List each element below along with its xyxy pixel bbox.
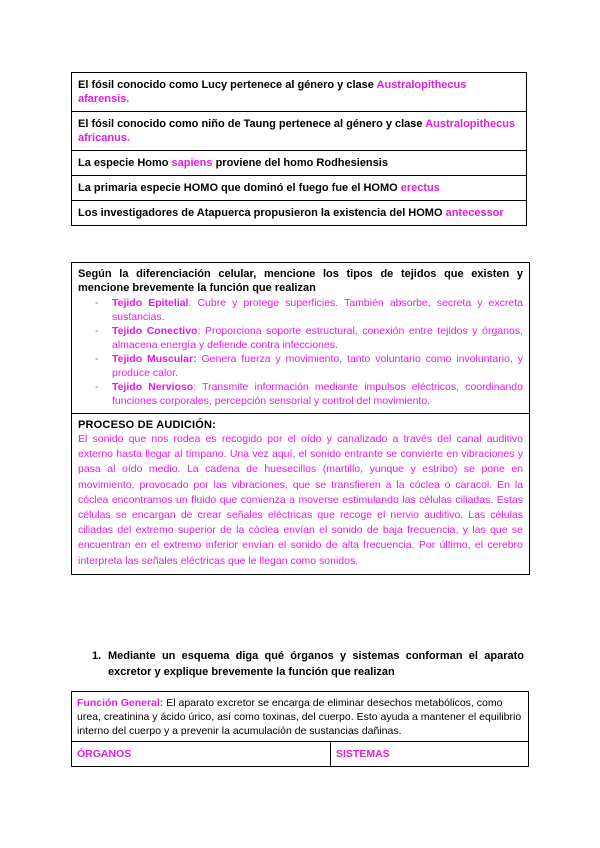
fossil-question: La primaria especie HOMO que dominó el fuego fue el HOMO bbox=[78, 182, 401, 194]
tissue-colon: : bbox=[197, 325, 201, 337]
tissues-cell bbox=[72, 263, 529, 414]
dash-bullet: - bbox=[95, 381, 99, 393]
tissue-name: Tejido Nervioso bbox=[112, 381, 194, 393]
fossil-question: El fósil conocido como niño de Taung pertenece al género y clase bbox=[78, 118, 426, 130]
hearing-cell bbox=[72, 414, 529, 575]
tissues-hearing-table bbox=[71, 262, 530, 575]
question-number: 1. bbox=[92, 650, 102, 662]
column-systems: SISTEMAS bbox=[336, 748, 390, 760]
table-header-row bbox=[72, 742, 528, 766]
tissues-question: Según la diferenciación celular, mencione los tipos de tejidos que existen y mencione brevemente la función que realizan bbox=[78, 268, 523, 294]
general-function-text: El aparato excretor se encarga de eliminar desechos metabólicos, como urea, creatinina y ácido úrico, así como toxinas, del cuerpo. Esto ayuda a mantener el equilibrio interno del cuerpo y a prevenir la acumulación de sustancias dañinas. bbox=[77, 697, 522, 737]
tissue-desc: Transmite información mediante impulsos eléctricos, coordinando funciones corporales, percepción sensorial y control del movimiento. bbox=[112, 381, 523, 407]
fossil-question: El fósil conocido como Lucy pertenece al género y clase bbox=[78, 79, 377, 91]
tissue-colon: : bbox=[193, 381, 197, 393]
fossil-row-sapiens bbox=[72, 151, 526, 176]
list-item bbox=[78, 380, 523, 408]
fossil-answer: antecessor bbox=[445, 207, 504, 219]
general-function-label: Función General: bbox=[77, 697, 164, 709]
question-text: Mediante un esquema diga qué órganos y sistemas conforman el aparato excretor y explique brevemente la función que realizan bbox=[108, 650, 524, 678]
dash-bullet: - bbox=[95, 353, 99, 365]
list-item bbox=[78, 324, 523, 352]
tissue-colon: : bbox=[188, 297, 192, 309]
fossil-row-antecessor bbox=[72, 201, 526, 226]
column-organs: ÓRGANOS bbox=[72, 742, 331, 766]
fossil-row-erectus bbox=[72, 176, 526, 201]
tissue-name: Tejido Conectivo bbox=[112, 325, 198, 337]
tissue-desc: Genera fuerza y movimiento, tanto voluntario como involuntario, y produce calor. bbox=[112, 353, 523, 379]
dash-bullet: - bbox=[95, 297, 99, 309]
fossil-answer: erectus bbox=[400, 182, 440, 194]
dash-bullet: - bbox=[95, 325, 99, 337]
fossil-answer: Australopithecus afarensis. bbox=[78, 79, 467, 105]
tissue-desc: Cubre y protege superficies. También absorbe, secreta y excreta sustancias. bbox=[112, 297, 523, 323]
fossil-answer: sapiens bbox=[171, 157, 213, 169]
fossil-question: Los investigadores de Atapuerca propusieron la existencia del HOMO bbox=[78, 207, 446, 219]
question-1 bbox=[92, 648, 524, 680]
hearing-heading: PROCESO DE AUDICIÓN: bbox=[78, 419, 217, 431]
tissue-name: Tejido Epitelial bbox=[112, 297, 189, 309]
list-item bbox=[78, 352, 523, 380]
tissue-desc: Proporciona soporte estructural, conexión entre tejidos y órganos, almacena energía y defiende contra infecciones. bbox=[112, 325, 523, 351]
general-function-cell bbox=[72, 692, 528, 742]
hearing-body: El sonido que nos rodea es recogido por el oído y canalizado a través del canal auditivo externo hasta llegar al tímpano. Una vez aquí, el sonido entrante se convierte en vibraciones y pasa al oído medio. La cadena de huesecillos (martillo, yunque y estribo) se pone en movimiento, provocado por las vibraciones, que se transfieren a la cóclea o caracol. En la cóclea encontramos un fluido que comienza a moverse estimulando las células ciliadas. Estas células se encargan de crear señales eléctricas que recoge el nervio auditivo. Las células ciliadas del extremo superior de la cóclea envían el sonido de baja frecuencia, y las que se encuentran en el extremo inferior envían el sonido de alta frecuencia. Por último, el cerebro interpreta las señales eléctricas que le llegan como sonidos. bbox=[78, 433, 523, 567]
fossil-question: La especie Homo bbox=[78, 157, 172, 169]
fossils-table bbox=[71, 72, 527, 226]
tissues-list bbox=[78, 296, 523, 408]
tissue-name: Tejido Muscular: bbox=[112, 353, 197, 365]
fossil-row-lucy bbox=[72, 73, 526, 112]
list-item bbox=[78, 296, 523, 324]
fossil-row-taung bbox=[72, 112, 526, 151]
excretory-table bbox=[71, 691, 529, 767]
fossil-answer: Australopithecus africanus. bbox=[78, 118, 516, 144]
fossil-question-tail: proviene del homo Rodhesiensis bbox=[212, 157, 388, 169]
